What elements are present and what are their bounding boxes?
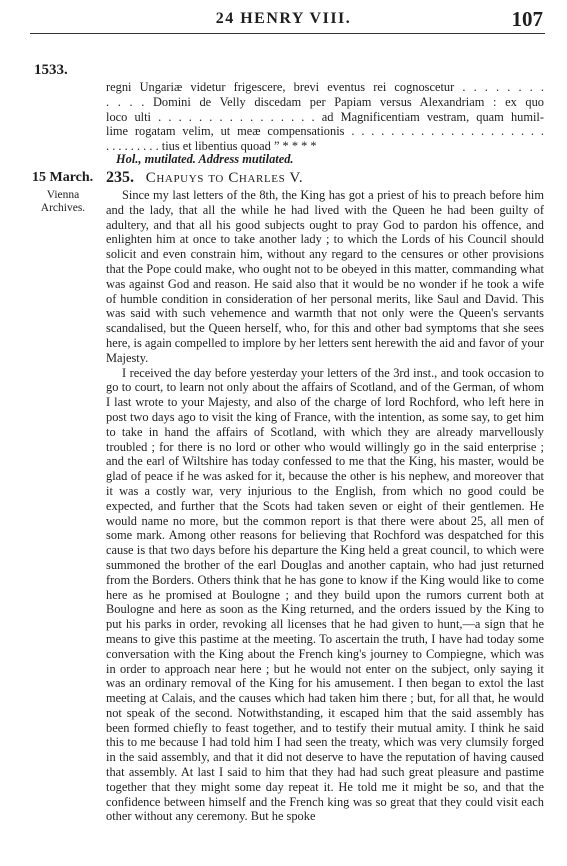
excerpt-line: . . . . . . . . . tius et libentius quoad ” * * * *	[106, 139, 317, 154]
page-number: 107	[511, 7, 543, 31]
margin-date: 15 March.	[32, 170, 94, 185]
entry-title: Chapuys to Charles V.	[145, 170, 304, 186]
letter-paragraph: Since my last letters of the 8th, the King has got a priest of his to preach before him and the lady, that all the while he had lived with the Queen he had been guilty of adultery, and that all his good subjects ought to pray God to pardon his offence, and enlighten him at once to take another lady ; to which the Lords of his Council should solicit and even constrain him, without any regard to the censures or other provisions that the Pope could make, who ought not to be obeyed in this matter, commanding what was against God and reason. He said also that it would be no wonder if he took a wife of humble condition in consideration of her personal merits, like Saul and David. This was said with such vehemence and warmth that not only were the Queen's servants scandalised, but the Queen herself, who, for this and other bad symptoms that she sees here, is again compelled to implore by her letters sent herewith the aid and favor of your Majesty.	[106, 188, 544, 365]
latin-excerpt	[106, 80, 544, 154]
archive-line: Vienna	[46, 189, 80, 201]
header-rule	[30, 33, 545, 34]
entry-heading	[106, 169, 303, 187]
excerpt-line: regni Ungariæ videtur frigescere, brevi eventus rei cognoscetur . . . . . . . .	[106, 80, 544, 94]
running-head	[0, 4, 567, 34]
margin-archive-note	[32, 189, 94, 215]
entry-number: 235.	[106, 169, 134, 186]
archive-line: Archives.	[40, 202, 86, 214]
excerpt-source-note: Hol., mutilated. Address mutilated.	[116, 152, 294, 166]
excerpt-line: . . . . Domini de Velly discedam per Papiam versus Alexandriam : ex quo	[106, 94, 544, 109]
running-title: 24 HENRY VIII.	[215, 10, 352, 27]
letter-paragraph: I received the day before yesterday your letters of the 3rd inst., and took occasion to go to court, to learn not only about the affairs of Scotland, and of the German, of whom I last wrote to your Majesty, and also of the charge of lord Rochford, who left here in post two days ago to visit the king of France, with the intention, as some say, to get him to take in hand the affairs of Scotland, with which they are already marvellously troubled ; for there is no lord or other who would willingly go in the said enterprise ; and the earl of Wiltshire has today confessed to me that the King, his master, would be glad of peace if he was asked for it, because the other is his nephew, and moreover that it was a costly war, very injurious to the English, from which no good could be expected, and further that the Scots had taken seven or eight of their gentlemen. He would name no more, but the common report is that there were about 25, all men of some mark. Among other reasons for believing that Rochford was despatched for this cause is that two days before his departure the King held a great council, to which were summoned the brother of the earl Douglas and another captain, who had just returned from the Borders. Others think that he has gone to know if the King would like to come here as he promised at Boulogne ; and they build upon the rumors current both at Boulogne and here as soon as the King returned, and the orders issued by the King to put his parks in order, revoking all licenses that he had given to hunt,—a sign that he means to give this pastime at the meeting. To ascertain the truth, I have had today some conversation with the King about the French king's journey to Compiegne, which was in order to approach near here ; but he would not enter on the subject, only saying it was an ordinary removal of the King for his amusement. I then began to extol the last meeting at Calais, and the causes which had taken him there ; but, for all that, he would not speak of the second. Notwithstanding, it escaped him that the said assembly has been formed chiefly to feast together, and to testify their mutual amity. I think he said this to me because I had told him I had seen the treaty, which was very clumsily forged in the said assembly, and that it did not deserve to have the reputation of having caused that assembly. At last I said to him that they had had such great pleasure and pastime together that they might some day repeat it. He told me it might be so, and that the confidence between himself and the French king was so great that they could visit each other without any ceremony. But he spoke	[106, 365, 544, 824]
excerpt-line: loco ulti . . . . . . . . . . . . . . . . ad Magnificentiam vestram, quam humil-	[106, 109, 544, 124]
margin-year: 1533.	[34, 62, 68, 78]
excerpt-line: lime rogatam velim, ut meæ compensationis . . . . . . . . . . . . . . . . . . . .	[106, 124, 544, 139]
letter-body	[106, 188, 544, 824]
